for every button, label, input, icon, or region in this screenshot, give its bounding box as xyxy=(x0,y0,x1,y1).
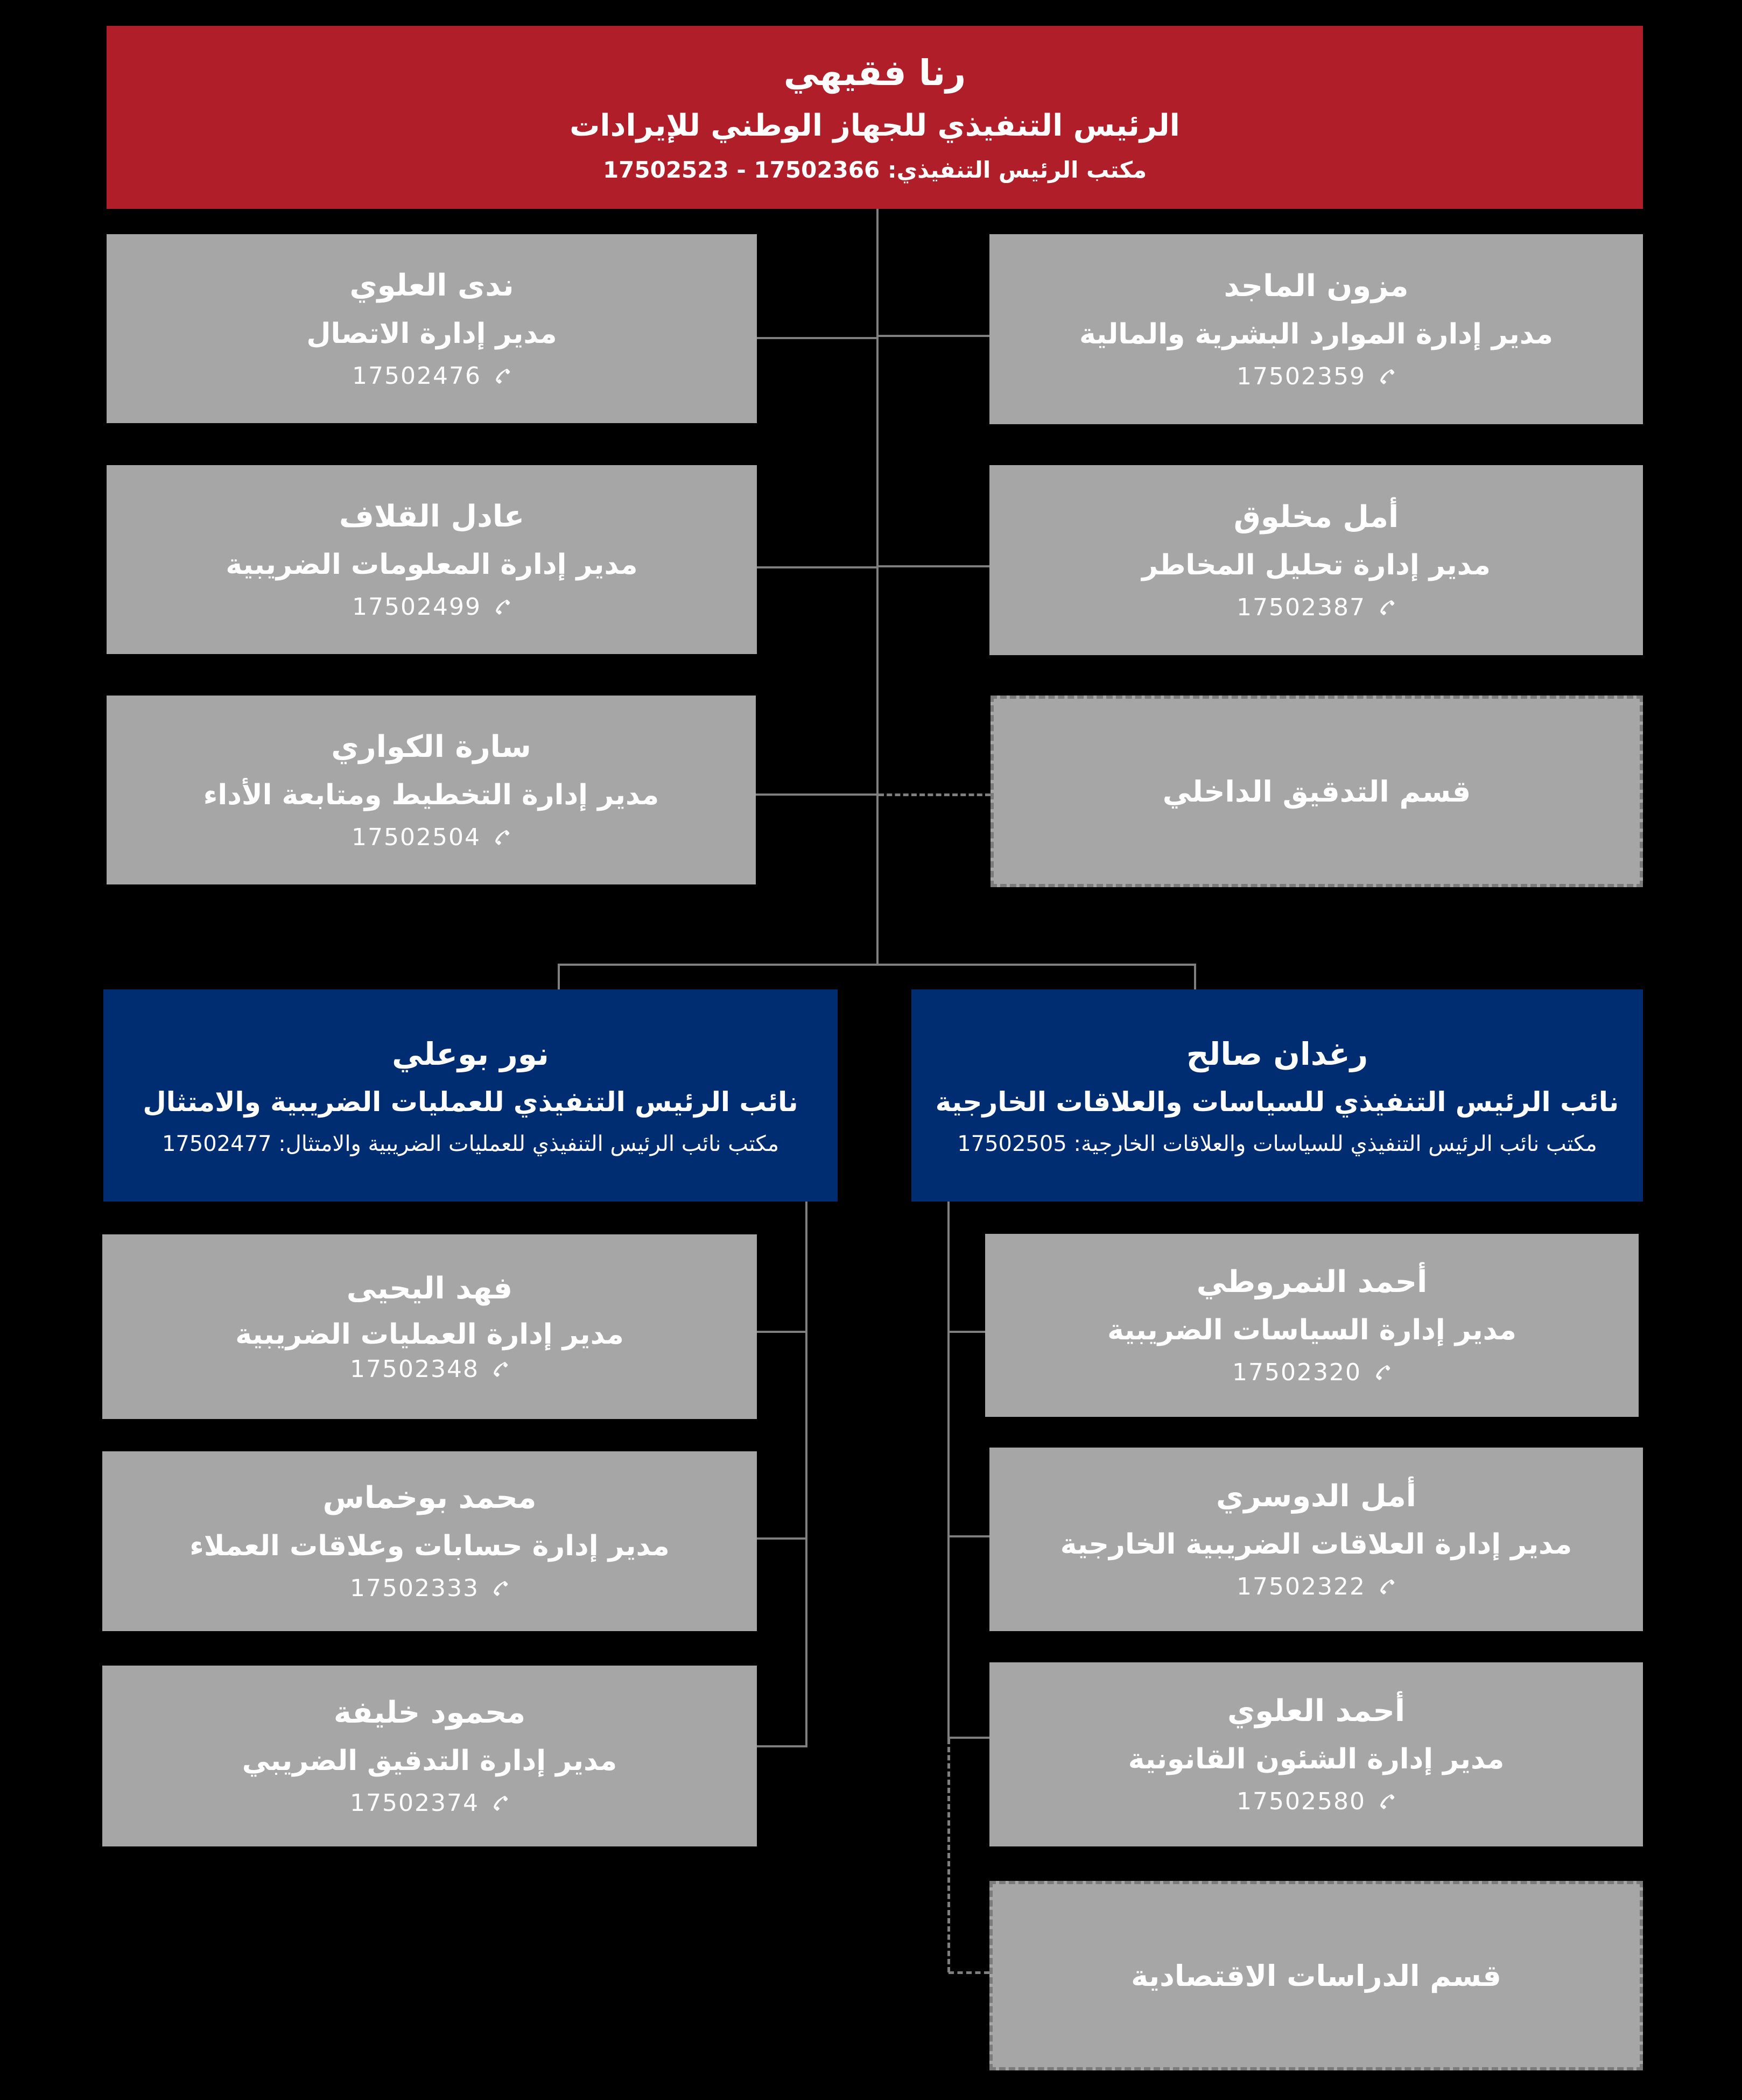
director-title: مدير إدارة التدقيق الضريبي xyxy=(242,1745,617,1778)
director-name: أحمد النمروطي xyxy=(1196,1265,1428,1300)
section-label: قسم الدراسات الاقتصادية xyxy=(1131,1958,1501,1993)
director-phone xyxy=(1237,1573,1396,1602)
phone-icon xyxy=(1378,368,1396,386)
phone-icon xyxy=(493,598,511,616)
director-card-communication[interactable] xyxy=(107,234,757,423)
director-title: مدير إدارة حسابات وعلاقات العملاء xyxy=(189,1530,670,1563)
deputy-name: نور بوعلي xyxy=(392,1035,549,1072)
director-phone xyxy=(350,1355,509,1384)
director-card-planning[interactable] xyxy=(107,696,756,884)
phone-icon xyxy=(493,367,511,385)
director-name: محمد بوخماس xyxy=(322,1480,537,1516)
director-title: مدير إدارة الموارد البشرية والمالية xyxy=(1079,318,1553,350)
policy-spine-line xyxy=(947,1202,950,1739)
director-card-tax-audit[interactable] xyxy=(102,1666,757,1846)
director-card-tax-information[interactable] xyxy=(107,465,757,654)
director-card-customer-accounts[interactable] xyxy=(102,1451,757,1631)
phone-number: 17502320 xyxy=(1232,1359,1361,1387)
ceo-title: الرئيس التنفيذي للجهاز الوطني للإيرادات xyxy=(570,108,1180,144)
director-phone xyxy=(1237,1788,1396,1816)
director-phone xyxy=(352,362,511,391)
policy-connector-1 xyxy=(949,1331,985,1333)
director-phone xyxy=(352,824,511,852)
phone-icon xyxy=(1378,599,1396,617)
director-name: محمود خليفة xyxy=(333,1695,526,1731)
director-name: سارة الكواري xyxy=(331,729,531,764)
phone-icon xyxy=(1373,1364,1392,1382)
phone-number: 17502499 xyxy=(352,593,481,621)
phone-number: 17502359 xyxy=(1237,362,1366,390)
director-name: أمل الدوسري xyxy=(1216,1478,1416,1514)
director-card-tax-operations[interactable] xyxy=(102,1234,757,1419)
connector-l3 xyxy=(756,793,877,796)
ceo-name: رنا فقيهي xyxy=(783,52,966,94)
ops-spine-line xyxy=(805,1202,807,1747)
director-name: أحمد العلوي xyxy=(1227,1694,1406,1729)
ops-connector-1 xyxy=(757,1331,806,1333)
director-title: مدير إدارة السياسات الضريبية xyxy=(1107,1314,1516,1347)
deputy-card-tax-operations[interactable] xyxy=(103,989,838,1202)
phone-number: 17502322 xyxy=(1237,1572,1366,1600)
phone-icon xyxy=(491,1794,509,1813)
director-phone xyxy=(1237,594,1396,622)
deputy-title: نائب الرئيس التنفيذي للسياسات والعلاقات الخارجية xyxy=(935,1086,1619,1118)
section-label: قسم التدقيق الداخلي xyxy=(1162,774,1471,809)
director-title: مدير إدارة العمليات الضريبية xyxy=(235,1318,624,1351)
phone-number: 17502374 xyxy=(350,1789,479,1817)
director-title: مدير إدارة الشئون القانونية xyxy=(1128,1743,1505,1776)
director-phone xyxy=(1232,1359,1392,1387)
director-title: مدير إدارة المعلومات الضريبية xyxy=(226,548,638,581)
director-name: ندى العلوي xyxy=(349,268,514,303)
director-title: مدير إدارة العلاقات الضريبية الخارجية xyxy=(1060,1528,1572,1561)
deputies-bridge-line xyxy=(558,964,1196,966)
connector-l2 xyxy=(757,566,877,568)
director-phone xyxy=(350,1575,509,1603)
ops-connector-3 xyxy=(757,1745,806,1747)
deputy-right-drop xyxy=(1194,964,1196,989)
connector-r1 xyxy=(877,335,989,337)
deputy-card-policies-relations[interactable] xyxy=(911,989,1643,1202)
phone-number: 17502476 xyxy=(352,362,481,390)
ceo-office-phones: مكتب الرئيس التنفيذي: 17502366 - 17502523 xyxy=(602,157,1147,184)
dashed-connector-internal-audit xyxy=(879,793,991,796)
deputy-left-drop xyxy=(558,964,560,989)
phone-number: 17502387 xyxy=(1237,593,1366,621)
phone-icon xyxy=(1378,1578,1396,1596)
ops-connector-2 xyxy=(757,1537,806,1540)
director-card-risk-analysis[interactable] xyxy=(989,465,1643,655)
director-card-legal-affairs[interactable] xyxy=(989,1662,1643,1846)
policy-connector-3 xyxy=(949,1737,989,1739)
director-name: أمل مخلوق xyxy=(1233,499,1399,535)
director-phone xyxy=(350,1789,509,1818)
ceo-card[interactable] xyxy=(107,26,1643,209)
director-title: مدير إدارة تحليل المخاطر xyxy=(1142,549,1491,581)
director-card-hr-finance[interactable] xyxy=(989,234,1643,424)
phone-number: 17502348 xyxy=(350,1355,479,1383)
dashed-spine-economic xyxy=(947,1739,950,1972)
phone-number: 17502504 xyxy=(352,823,481,851)
phone-number: 17502580 xyxy=(1237,1788,1366,1816)
policy-connector-2 xyxy=(949,1535,989,1537)
deputy-title: نائب الرئيس التنفيذي للعمليات الضريبية والامتثال xyxy=(143,1086,798,1118)
director-phone xyxy=(352,593,511,622)
connector-r2 xyxy=(877,565,989,567)
connector-l1 xyxy=(757,337,877,339)
deputy-office-phone: مكتب نائب الرئيس التنفيذي للعمليات الضريبية والامتثال: 17502477 xyxy=(161,1131,779,1156)
director-phone xyxy=(1237,363,1396,391)
phone-icon xyxy=(1378,1793,1396,1811)
director-title: مدير إدارة التخطيط ومتابعة الأداء xyxy=(203,778,659,811)
dashed-connector-economic xyxy=(949,1971,989,1974)
director-name: عادل القلاف xyxy=(339,498,525,534)
director-name: مزون الماجد xyxy=(1224,268,1409,304)
phone-icon xyxy=(491,1579,509,1598)
director-title: مدير إدارة الاتصال xyxy=(306,317,557,350)
director-card-tax-policies[interactable] xyxy=(985,1234,1639,1417)
section-card-internal-audit[interactable] xyxy=(991,696,1643,887)
phone-icon xyxy=(491,1360,509,1379)
director-name: فهد اليحيى xyxy=(346,1270,513,1306)
deputy-office-phone: مكتب نائب الرئيس التنفيذي للسياسات والعلاقات الخارجية: 17502505 xyxy=(957,1131,1597,1156)
phone-number: 17502333 xyxy=(350,1575,479,1603)
section-card-economic-studies[interactable] xyxy=(989,1881,1643,2070)
deputy-name: رغدان صالح xyxy=(1186,1035,1368,1072)
phone-icon xyxy=(493,828,511,847)
director-card-external-tax-relations[interactable] xyxy=(989,1448,1643,1631)
main-spine-line xyxy=(876,209,879,966)
